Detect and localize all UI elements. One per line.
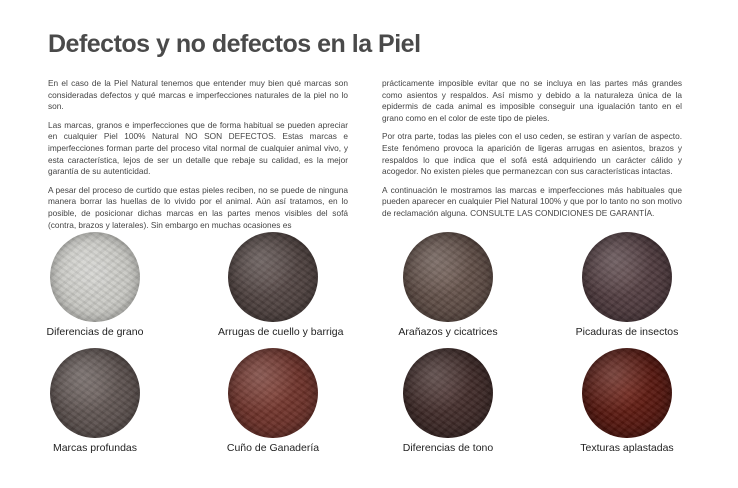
leather-sample-image [228, 232, 318, 322]
paragraph: Por otra parte, todas las pieles con el uso ceden, se estiran y varían de aspecto. Este fenómeno provoca la aparición de ligeras arrugas en asientos, brazos y respaldos lo que indica que el sofá está adquiriendo un carácter cálido y acogedor. No existen pieles que permanezcan con sus características intactas. [382, 131, 682, 177]
leather-sample-image [582, 348, 672, 438]
swatch-marcas-profundas [40, 348, 150, 454]
swatch-picaduras-de-insectos [572, 232, 682, 338]
paragraph: A pesar del proceso de curtido que estas pieles reciben, no se puede de ninguna manera borrar las huellas de lo vivido por el animal. Aún así tratamos, en lo posible, de posicionar dichas marcas en las partes menos visibles del sofá (contra, brazos y laterales). Sin embargo en muchas ocasiones es [48, 184, 348, 230]
paragraph: A continuación le mostramos las marcas e imperfecciones más habituales que pueden aparecer en cualquier Piel Natural 100% y que por lo tanto no son motivo de reclamación alguna. CONSULTE LAS CONDICIONES DE GARANTÍA. [382, 184, 682, 218]
swatch-cuno-de-ganaderia [218, 348, 328, 454]
swatch-aranazos-y-cicatrices [393, 232, 503, 338]
paragraph: prácticamente imposible evitar que no se incluya en las partes más grandes como asientos y respaldos. Así mismo y debido a la naturaleza única de la epidermis de cada animal es imposible conseguir una igualación tanto en el grano como en el color de este tipo de pieles. [382, 78, 682, 123]
swatch-diferencias-de-grano [40, 232, 150, 338]
swatch-texturas-aplastadas [572, 348, 682, 454]
leather-sample-image [228, 348, 318, 438]
leather-sample-image [403, 232, 493, 322]
page-title: Defectos y no defectos en la Piel [48, 30, 421, 58]
paragraph: Las marcas, granos e imperfecciones que de forma habitual se pueden apreciar en cualquier Piel 100% Natural NO SON DEFECTOS. Estas marcas e imperfecciones forman parte del proceso vital normal de cualquier animal vivo, y esta característica, lejos de ser un detalle que rebaje su calidad, es la mejor garantía de su autenticidad. [48, 119, 348, 177]
leather-sample-image [403, 348, 493, 438]
leather-sample-image [50, 348, 140, 438]
paragraph: En el caso de la Piel Natural tenemos que entender muy bien qué marcas son consideradas defectos y qué marcas e imperfecciones naturales de la piel no lo son. [48, 78, 348, 112]
swatch-label: Texturas aplastadas [580, 442, 674, 454]
swatch-label: Arrugas de cuello y barriga [218, 326, 344, 338]
swatch-diferencias-de-tono [393, 348, 503, 454]
swatch-label: Arañazos y cicatrices [398, 326, 498, 338]
text-column-right [382, 78, 682, 227]
swatch-arrugas-de-cuello-y-barriga [218, 232, 344, 338]
swatch-label: Picaduras de insectos [575, 326, 679, 338]
leather-sample-image [50, 232, 140, 322]
swatch-label: Diferencias de grano [46, 326, 144, 338]
text-column-left [48, 78, 348, 238]
swatch-label: Marcas profundas [52, 442, 138, 454]
swatch-label: Cuño de Ganadería [226, 442, 320, 454]
leather-sample-image [582, 232, 672, 322]
swatch-label: Diferencias de tono [402, 442, 494, 454]
